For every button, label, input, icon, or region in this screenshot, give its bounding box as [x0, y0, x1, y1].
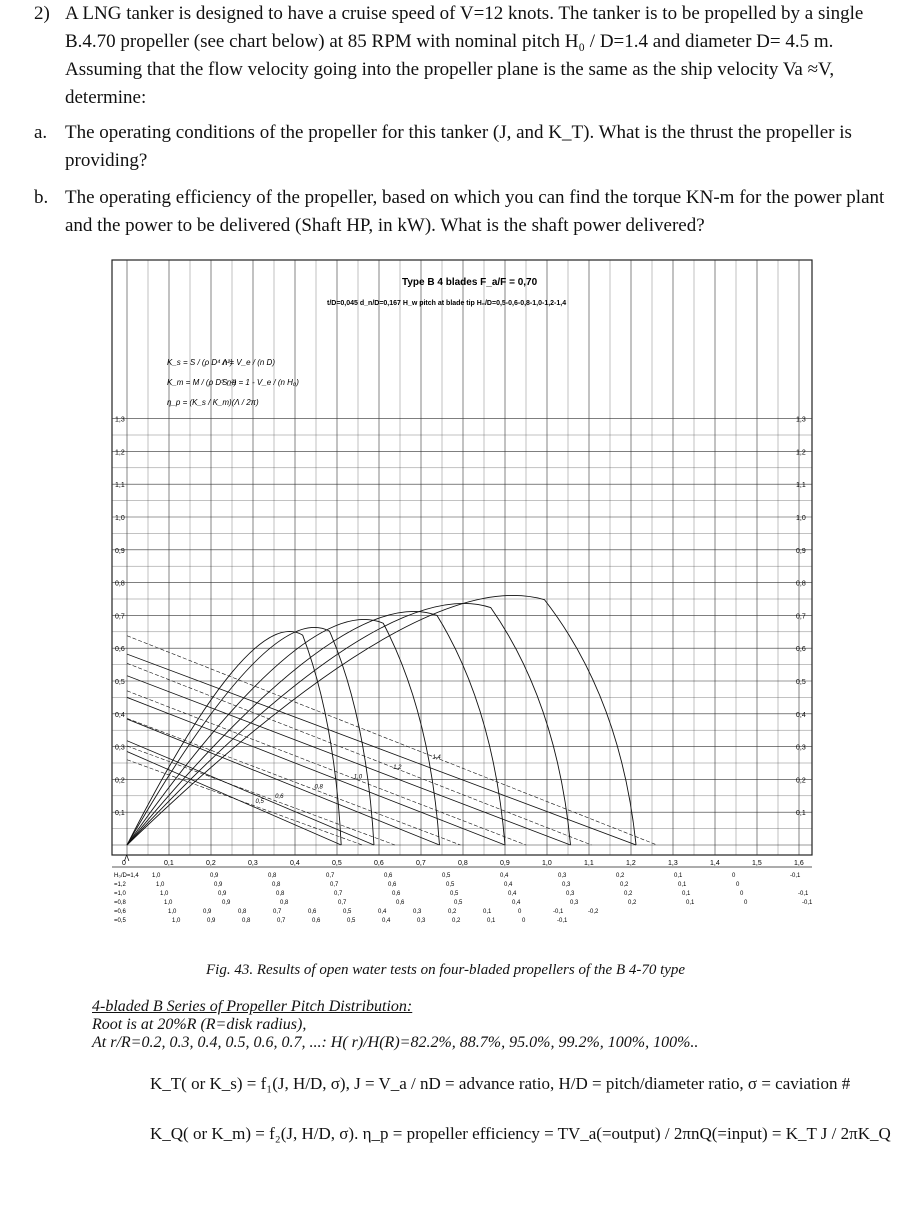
y-tick-label: 0,2	[115, 777, 125, 785]
torque-line	[127, 718, 460, 845]
lambda-label: Λ	[124, 854, 130, 863]
slip-value: 0,6	[312, 918, 321, 924]
x-tick-label: 1,1	[584, 860, 594, 867]
question-text: A LNG tanker is designed to have a cruise speed of V=12 knots. The tanker is to be propelled by a single B.4.70 propeller (see chart below) at 85 RPM with nominal pitch H₀ / D=1.4 and diameter D= 4.5 m. Assuming that the flow velocity going into the propeller plane is the same as the ship velocity Va ≈V, determine:	[65, 3, 864, 108]
slip-value: -0,1	[798, 891, 809, 897]
right-tick-label: 1,0	[796, 515, 806, 522]
slip-value: 0,2	[616, 873, 625, 879]
equation-kt: K_T( or K_s) = f₁(J, H/D, σ), J = V_a / nD = advance ratio, H/D = pitch/diameter ratio, σ = caviation #	[150, 1074, 851, 1093]
slip-table	[112, 867, 813, 924]
y-tick-label: 1,1	[115, 482, 125, 490]
pitch-label: 1,2	[393, 764, 402, 771]
pitch-label: 0,8	[314, 784, 323, 791]
slip-row-label: =0,8	[114, 900, 126, 906]
slip-value: 0,4	[382, 918, 391, 924]
chart-curves	[124, 595, 657, 863]
slip-value: 1,0	[160, 891, 169, 897]
slip-value: 0,1	[674, 873, 683, 879]
y-tick-label: 1,2	[115, 449, 125, 457]
right-tick-label: 1,3	[796, 416, 806, 424]
slip-value: 0,2	[624, 891, 633, 897]
slip-value: 0,2	[452, 918, 461, 924]
slip-value: 0,6	[384, 873, 393, 879]
slip-value: 0,9	[210, 873, 219, 879]
slip-row-label: =0,6	[114, 909, 126, 915]
slip-value: 0	[522, 918, 526, 924]
slip-value: -0,1	[802, 900, 813, 906]
x-tick-label: 1,3	[668, 860, 678, 867]
slip-value: 1,0	[168, 909, 177, 915]
slip-value: 0,8	[268, 873, 277, 879]
slip-value: 0,7	[273, 909, 282, 915]
slip-value: 0,4	[378, 909, 387, 915]
efficiency-curve	[127, 619, 439, 845]
chart-header-line2: t/D=0,045 d_n/D=0,167 H_w pitch at blade tip H₀/D=0,5-0,6-0,8-1,0-1,2-1,4	[327, 300, 567, 307]
formula-eta: η_p = (K_s / K_m)(Λ / 2π)	[167, 398, 259, 407]
question-number: 2)	[34, 3, 50, 24]
slip-value: 0,5	[446, 882, 455, 888]
slip-value: 1,0	[172, 918, 181, 924]
slip-value: 1,0	[164, 900, 173, 906]
slip-value: 0,4	[508, 891, 517, 897]
y-tick-label: 1,0	[115, 515, 125, 522]
slip-value: 0	[740, 891, 744, 897]
slip-row-label: H₀/D=1,4	[114, 873, 139, 879]
formula-sa: S_a = 1 - V_e / (n H₀)	[222, 378, 299, 387]
x-tick-labels	[122, 860, 804, 867]
right-tick-label: 1,1	[796, 482, 806, 490]
chart-formulas	[167, 358, 299, 407]
y-tick-label: 0,6	[115, 646, 125, 654]
slip-value: 0,9	[203, 909, 212, 915]
slip-value: 0,6	[388, 882, 397, 888]
x-tick-label: 0,5	[332, 860, 342, 867]
slip-value: 0,3	[566, 891, 575, 897]
x-tick-label: 1,4	[710, 860, 720, 867]
chart-frame	[112, 260, 812, 855]
chart-header-line1: Type B 4 blades F_a/F = 0,70	[402, 277, 538, 288]
x-tick-label: 1,6	[794, 860, 804, 867]
y-tick-label: 0,5	[115, 679, 125, 686]
pitch-label: 0,5	[255, 798, 264, 805]
slip-value: 0,7	[330, 882, 339, 888]
y-tick-label: 0,1	[115, 810, 125, 818]
slip-value: -0,1	[553, 909, 564, 915]
pitch-label: 1,0	[353, 774, 363, 781]
slip-value: 0,4	[512, 900, 521, 906]
slip-value: 0,9	[222, 900, 231, 906]
slip-value: 0,3	[413, 909, 422, 915]
slip-value: -0,1	[790, 873, 801, 879]
formula-km: K_m = M / (ρ D⁵ n²)	[167, 378, 237, 387]
thrust-line	[127, 752, 341, 845]
y-tick-label: 0,4	[115, 711, 125, 719]
x-tick-label: 0,6	[374, 860, 384, 867]
figure-caption: Fig. 43. Results of open water tests on four-bladed propellers of the B 4-70 type	[206, 962, 686, 978]
slip-row-label: =0,5	[114, 918, 126, 924]
x-tick-label: 0	[122, 860, 126, 867]
slip-value: 0,5	[343, 909, 352, 915]
torque-line	[127, 746, 395, 845]
slip-value: 0,8	[272, 882, 281, 888]
slip-value: 0,8	[280, 900, 289, 906]
y-tick-label: 0,9	[115, 547, 125, 555]
chart-grid	[112, 260, 812, 855]
formula-ks: K_s = S / (ρ D⁴ n²)	[167, 358, 233, 367]
slip-value: -0,1	[557, 918, 568, 924]
notes-heading: 4-bladed B Series of Propeller Pitch Distribution:	[92, 998, 413, 1015]
slip-value: 0	[518, 909, 522, 915]
right-tick-label: 0,1	[796, 810, 806, 818]
y-tick-labels	[115, 417, 806, 818]
slip-value: 0,3	[417, 918, 426, 924]
notes-line1: Root is at 20%R (R=disk radius),	[92, 1016, 307, 1033]
slip-value: 0,7	[334, 891, 343, 897]
slip-value: 0,1	[682, 891, 691, 897]
part-text: The operating conditions of the propeller for this tanker (J, and K_T). What is the thrust the propeller is providing?	[65, 122, 852, 171]
slip-value: 0,7	[338, 900, 347, 906]
slip-value: 1,0	[156, 882, 165, 888]
slip-value: 0,5	[442, 873, 451, 879]
right-tick-label: 0,7	[796, 613, 806, 621]
slip-value: 0	[732, 873, 736, 879]
notes-line2: At r/R=0.2, 0.3, 0.4, 0.5, 0.6, 0.7, ...: H( r)/H(R)=82.2%, 88.7%, 95.0%, 99.2%, 100%, 100%..	[92, 1034, 699, 1051]
slip-value: 0,2	[628, 900, 637, 906]
slip-value: 0,4	[504, 882, 513, 888]
slip-value: 0,3	[570, 900, 579, 906]
slip-value: 0,5	[347, 918, 356, 924]
part-label: a.	[34, 122, 48, 143]
x-tick-label: 0,7	[416, 860, 426, 867]
y-tick-label: 0,3	[115, 744, 125, 752]
slip-value: 0,9	[214, 882, 223, 888]
thrust-line	[127, 676, 571, 845]
right-tick-label: 0,2	[796, 777, 806, 785]
slip-value: 0,6	[396, 900, 405, 906]
slip-value: 0,4	[500, 873, 509, 879]
slip-value: 1,0	[152, 873, 161, 879]
right-tick-label: 0,3	[796, 744, 806, 752]
y-tick-label: 0,8	[115, 580, 125, 588]
slip-value: 0,8	[238, 909, 247, 915]
x-tick-label: 0,4	[290, 860, 300, 867]
pitch-label: 1,4	[432, 755, 441, 762]
slip-value: 0,6	[308, 909, 317, 915]
slip-value: 0,1	[487, 918, 496, 924]
torque-line	[127, 663, 592, 845]
slip-value: 0,1	[678, 882, 687, 888]
right-tick-label: 0,5	[796, 679, 806, 686]
slip-value: 0,5	[454, 900, 463, 906]
slip-value: 0,7	[326, 873, 335, 879]
y-tick-label: 0,7	[115, 613, 125, 621]
slip-value: 0,9	[207, 918, 216, 924]
slip-row-label: =1,0	[114, 891, 126, 897]
part-text: The operating efficiency of the propeller, based on which you can find the torque KN-m for the power plant and the power to be delivered (Shaft HP, in kW). What is the shaft power delivered?	[65, 187, 885, 236]
x-tick-label: 1,5	[752, 860, 762, 867]
slip-value: 0,2	[448, 909, 457, 915]
x-tick-label: 0,3	[248, 860, 258, 867]
thrust-line	[127, 719, 439, 845]
torque-line	[127, 760, 362, 845]
x-tick-label: 1,0	[542, 860, 552, 867]
x-tick-label: 0,1	[164, 860, 174, 867]
slip-value: -0,2	[588, 909, 599, 915]
slip-value: 0	[744, 900, 748, 906]
pitch-label: 0,6	[275, 794, 284, 801]
equation-kq: K_Q( or K_m) = f₂(J, H/D, σ). η_p = propeller efficiency = TV_a(=output) / 2πnQ(=input) = K_T J / 2πK_Q	[150, 1124, 891, 1143]
x-tick-label: 0,8	[458, 860, 468, 867]
slip-value: 0,1	[686, 900, 695, 906]
slip-value: 0,1	[483, 909, 492, 915]
right-tick-label: 0,6	[796, 646, 806, 654]
slip-value: 0,3	[562, 882, 571, 888]
part-label: b.	[34, 187, 49, 208]
pitch-notes	[92, 998, 698, 1052]
x-tick-label: 0,9	[500, 860, 510, 867]
slip-value: 0,5	[450, 891, 459, 897]
slip-value: 0,2	[620, 882, 629, 888]
x-tick-label: 0,2	[206, 860, 216, 867]
slip-value: 0,8	[276, 891, 285, 897]
slip-value: 0,3	[558, 873, 567, 879]
propeller-chart	[92, 250, 832, 940]
right-tick-label: 1,2	[796, 449, 806, 457]
slip-value: 0,9	[218, 891, 227, 897]
right-tick-label: 0,4	[796, 711, 806, 719]
formula-lambda: Λ = V_e / (n D)	[222, 358, 275, 367]
slip-value: 0,6	[392, 891, 401, 897]
slip-value: 0,8	[242, 918, 251, 924]
right-tick-label: 0,9	[796, 547, 806, 555]
y-tick-label: 1,3	[115, 416, 125, 424]
slip-value: 0	[736, 882, 740, 888]
slip-row-label: =1,2	[114, 882, 126, 888]
slip-value: 0,7	[277, 918, 286, 924]
x-tick-label: 1,2	[626, 860, 636, 867]
right-tick-label: 0,8	[796, 580, 806, 588]
